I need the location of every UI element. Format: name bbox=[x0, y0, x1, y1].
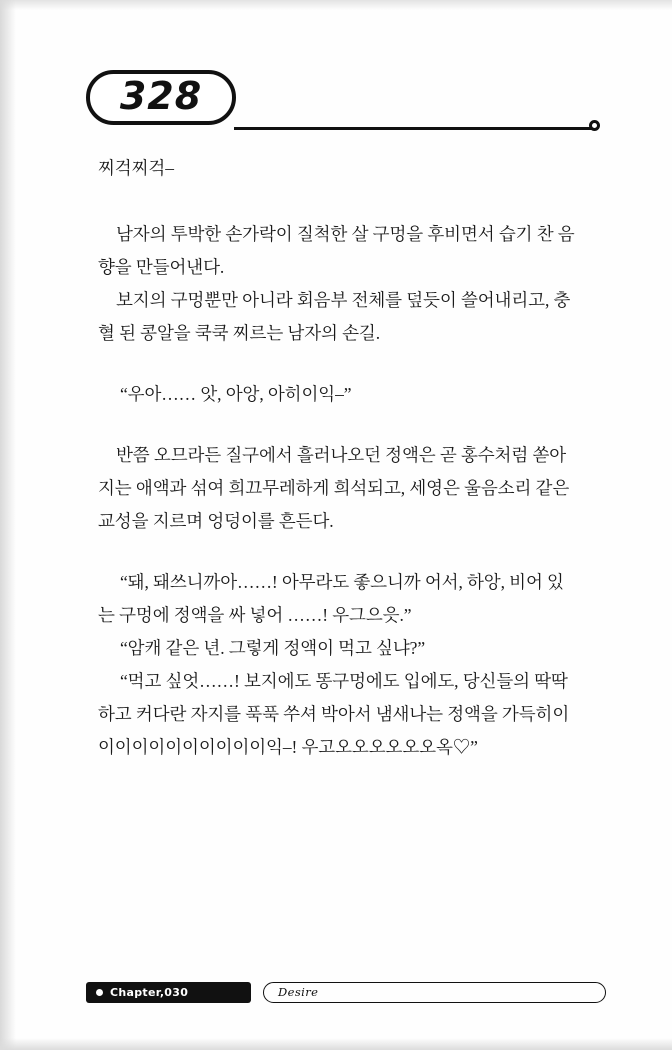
dialogue-line: “먹고 싶엇……! 보지에도 똥구멍에도 입에도, 당신들의 딱딱하고 커다란 자지를 푹푹 쑤셔 박아서 냄새나는 정액을 가득히이이이이이이이이이이이익–! 우고오오오오오오옥♡” bbox=[98, 671, 570, 757]
spacer bbox=[98, 538, 578, 566]
page-body bbox=[98, 152, 578, 764]
book-title-label: Desire bbox=[278, 985, 319, 999]
spacer bbox=[98, 411, 578, 439]
dialogue-line: “암캐 같은 년. 그렇게 정액이 먹고 싶냐?” bbox=[120, 638, 426, 658]
paragraph: 남자의 투박한 손가락이 질척한 살 구멍을 후비면서 습기 찬 음향을 만들어낸다. bbox=[98, 224, 575, 277]
spacer bbox=[98, 350, 578, 378]
spacer bbox=[98, 185, 578, 218]
paragraph: 보지의 구멍뿐만 아니라 회음부 전체를 덮듯이 쓸어내리고, 충혈 된 콩알을 쿡쿡 찌르는 남자의 손길. bbox=[98, 290, 571, 343]
scan-edge-shade-bottom bbox=[0, 1038, 672, 1050]
scan-edge-shade-left bbox=[0, 0, 16, 1050]
page-footer bbox=[86, 982, 606, 1004]
bullet-dot-icon bbox=[96, 989, 103, 996]
dialogue-line: “우아…… 앗, 아앙, 아히이익–” bbox=[120, 384, 352, 404]
page-number: 328 bbox=[119, 74, 203, 118]
paragraph: 반쯤 오므라든 질구에서 흘러나오던 정액은 곧 홍수처럼 쏟아지는 애액과 섞여 희끄무레하게 희석되고, 세영은 울음소리 같은 교성을 지르며 엉덩이를 흔든다. bbox=[98, 445, 570, 531]
page-header bbox=[86, 70, 606, 140]
header-rule bbox=[234, 127, 594, 130]
dialogue-line: “돼, 돼쓰니까아……! 아무라도 좋으니까 어서, 하앙, 비어 있는 구멍에 정액을 싸 넣어 ……! 우그으읏.” bbox=[98, 572, 564, 625]
circle-outline-icon bbox=[589, 120, 600, 131]
sfx-line: 찌걱찌걱– bbox=[98, 158, 174, 178]
chapter-tag bbox=[86, 982, 251, 1003]
book-title-tag bbox=[263, 982, 606, 1003]
scan-edge-shade-top bbox=[0, 0, 672, 10]
chapter-label: Chapter,030 bbox=[110, 986, 189, 999]
